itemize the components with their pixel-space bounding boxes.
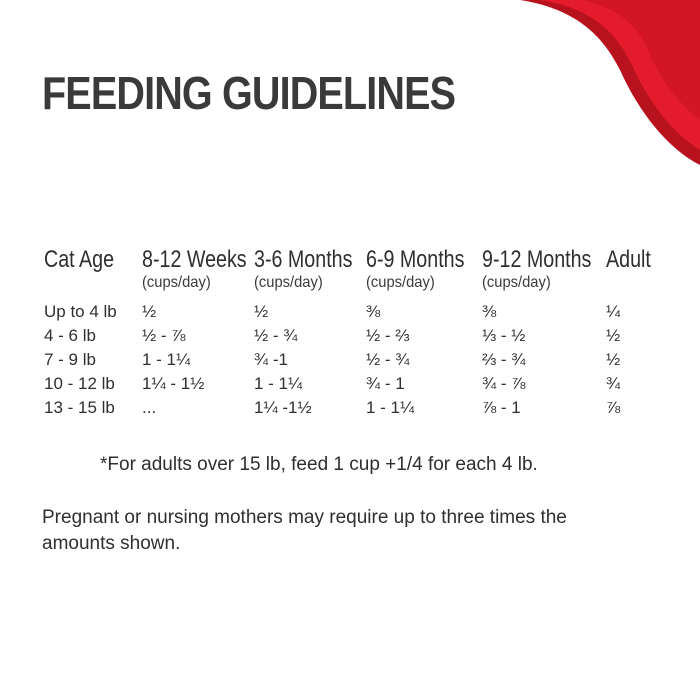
table-row	[0, 301, 700, 323]
cell-adult: ¼	[606, 302, 621, 321]
header-cat-age: Cat Age	[44, 246, 115, 273]
page-title: FEEDING GUIDELINES	[42, 67, 456, 119]
table-row	[0, 397, 700, 419]
row-cat-age: 13 - 15 lb	[44, 398, 115, 417]
cell-adult: ¾	[606, 374, 621, 393]
header-9-12-months: 9-12 Months (cups/day)	[482, 246, 592, 291]
cell-8-12-weeks: 1¼ - 1½	[142, 374, 205, 393]
row-cat-age: 4 - 6 lb	[44, 326, 96, 345]
red-swoosh-decoration	[520, 0, 700, 170]
cell-adult: ½	[606, 326, 621, 345]
row-cat-age: 7 - 9 lb	[44, 350, 96, 369]
row-cat-age: Up to 4 lb	[44, 302, 117, 321]
header-3-6-months: 3-6 Months (cups/day)	[254, 246, 353, 291]
table-row	[0, 349, 700, 371]
cell-8-12-weeks: ½ - ⅞	[142, 326, 186, 345]
cell-6-9-months: ½ - ⅔	[366, 326, 410, 345]
cell-8-12-weeks: ...	[142, 398, 157, 417]
cell-9-12-months: ⅜	[482, 302, 497, 321]
cell-9-12-months: ⅞ - 1	[482, 398, 521, 417]
cell-adult: ⅞	[606, 398, 621, 417]
header-8-12-weeks: 8-12 Weeks (cups/day)	[142, 246, 247, 291]
table-row	[0, 373, 700, 395]
cell-8-12-weeks: 1 - 1¼	[142, 350, 191, 369]
cell-3-6-months: ½	[254, 302, 269, 321]
cell-9-12-months: ⅓ - ½	[482, 326, 526, 345]
cell-9-12-months: ⅔ - ¾	[482, 350, 526, 369]
cell-6-9-months: ¾ - 1	[366, 374, 405, 393]
adult-footnote: *For adults over 15 lb, feed 1 cup +1/4 for each 4 lb.	[100, 454, 538, 475]
header-adult: Adult	[606, 246, 651, 273]
table-row	[0, 325, 700, 347]
cell-6-9-months: ⅜	[366, 302, 381, 321]
row-cat-age: 10 - 12 lb	[44, 374, 115, 393]
cell-adult: ½	[606, 350, 621, 369]
cell-9-12-months: ¾ - ⅞	[482, 374, 526, 393]
pregnant-nursing-note: Pregnant or nursing mothers may require up to three times the amounts shown.	[42, 507, 567, 554]
cell-6-9-months: ½ - ¾	[366, 350, 410, 369]
cell-8-12-weeks: ½	[142, 302, 157, 321]
cell-3-6-months: ¾ -1	[254, 350, 289, 369]
cell-3-6-months: 1 - 1¼	[254, 374, 303, 393]
header-6-9-months: 6-9 Months (cups/day)	[366, 246, 465, 291]
cell-6-9-months: 1 - 1¼	[366, 398, 415, 417]
cell-3-6-months: ½ - ¾	[254, 326, 298, 345]
cell-3-6-months: 1¼ -1½	[254, 398, 312, 417]
